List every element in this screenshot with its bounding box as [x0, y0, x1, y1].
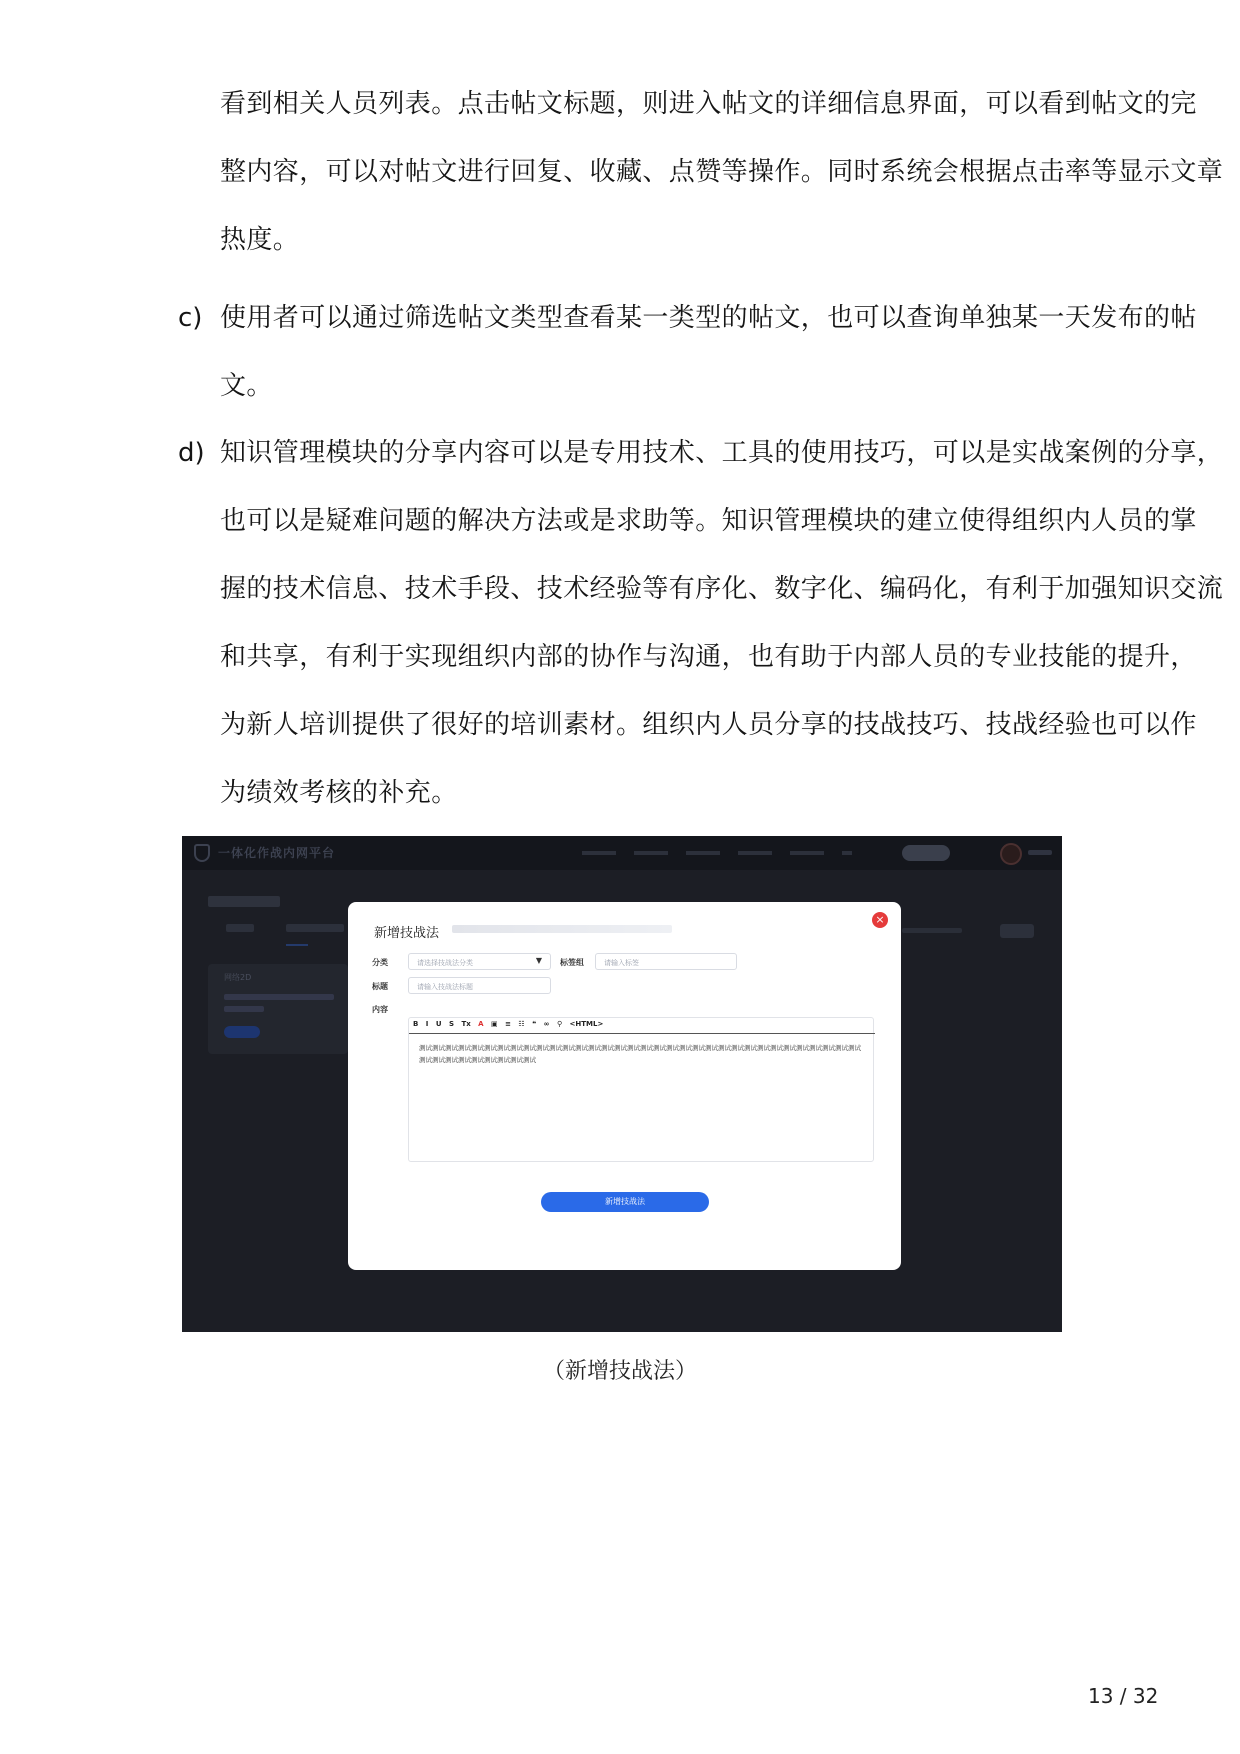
clear-format-icon[interactable]: Tx: [461, 1020, 471, 1028]
background-heading: [208, 896, 280, 907]
category-placeholder: 请选择技战法分类: [417, 959, 473, 967]
text-line: 整内容，可以对帖文进行回复、收藏、点赞等操作。同时系统会根据点击率等显示文章: [220, 157, 1224, 187]
app-nav-menu[interactable]: [582, 851, 852, 855]
app-title: 一体化作战内网平台: [218, 846, 336, 860]
html-source-icon[interactable]: <HTML>: [569, 1020, 604, 1028]
align-icon[interactable]: ≡: [505, 1020, 511, 1028]
text-line: 热度。: [220, 225, 300, 255]
text-line: 为新人培训提供了很好的培训素材。组织内人员分享的技战技巧、技战经验也可以作: [220, 710, 1197, 740]
text-line: 知识管理模块的分享内容可以是专用技术、工具的使用技巧，可以是实战案例的分享，: [220, 438, 1224, 468]
image-icon[interactable]: ▣: [491, 1020, 498, 1028]
close-icon[interactable]: ×: [872, 912, 888, 928]
title-label: 标题: [372, 982, 388, 991]
text-line: 为绩效考核的补充。: [220, 778, 458, 808]
bold-icon[interactable]: B: [413, 1020, 419, 1028]
user-name[interactable]: [1028, 850, 1052, 855]
screenshot-figure: [182, 836, 1062, 1332]
quote-icon[interactable]: ❝: [532, 1020, 537, 1028]
background-filter: [902, 928, 962, 933]
modal-hint: [452, 925, 672, 933]
editor-content[interactable]: 测试测试测试测试测试测试测试测试测试测试测试测试测试测试测试测试测试测试测试测试测试测试测试测试测试测试测试测试测试测试测试测试测试测试测试测试测试测试测试测试测试测试测试: [419, 1044, 861, 1064]
list-marker-d: d): [178, 438, 205, 468]
list-item-c: [220, 284, 1197, 420]
category-select[interactable]: [408, 953, 551, 970]
text-line: 使用者可以通过筛选帖文类型查看某一类型的帖文，也可以查询单独某一天发布的帖: [220, 303, 1197, 333]
add-technique-modal: [348, 902, 901, 1270]
tags-label: 标签组: [560, 958, 584, 967]
text-line: 文。: [220, 371, 273, 401]
list-icon[interactable]: ☷: [518, 1020, 525, 1028]
text-line: 握的技术信息、技术手段、技术经验等有序化、数字化、编码化，有利于加强知识交流: [220, 574, 1224, 604]
shield-logo-icon: [194, 844, 210, 862]
underline-icon[interactable]: U: [435, 1020, 442, 1028]
background-tab[interactable]: [286, 924, 344, 932]
content-label: 内容: [372, 1005, 388, 1014]
list-marker-c: c): [178, 303, 203, 333]
card-text: [224, 994, 334, 1000]
page-number: 13 / 32: [1088, 1684, 1159, 1708]
font-color-icon[interactable]: A: [478, 1020, 484, 1028]
chevron-down-icon: ▼: [535, 956, 542, 965]
tags-placeholder: 请输入标签: [604, 959, 639, 967]
paragraph-b-continued: [220, 70, 1224, 274]
strikethrough-icon[interactable]: S: [448, 1020, 454, 1028]
card-text: [224, 1006, 264, 1012]
editor-toolbar: [409, 1018, 875, 1034]
text-line: 看到相关人员列表。点击帖文标题，则进入帖文的详细信息界面，可以看到帖文的完: [220, 89, 1197, 119]
background-card[interactable]: [208, 964, 348, 1054]
app-nav-button[interactable]: [902, 845, 950, 861]
avatar[interactable]: [1000, 843, 1022, 865]
figure-caption: （新增技战法）: [542, 1359, 697, 1384]
rich-text-editor[interactable]: [408, 1017, 874, 1162]
category-label: 分类: [372, 958, 388, 967]
modal-title: 新增技战法: [374, 926, 440, 941]
tags-input[interactable]: [595, 953, 737, 970]
background-tab[interactable]: [226, 924, 254, 932]
card-title: 网络2D: [224, 973, 252, 982]
text-line: 和共享，有利于实现组织内部的协作与沟通，也有助于内部人员的专业技能的提升，: [220, 642, 1197, 672]
lock-icon[interactable]: ⚲: [556, 1020, 563, 1028]
add-technique-button[interactable]: 新增技战法: [541, 1192, 709, 1212]
title-placeholder: 请输入技战法标题: [417, 983, 473, 991]
app-topbar: [182, 836, 1062, 870]
title-input[interactable]: [408, 977, 551, 994]
text-line: 也可以是疑难问题的解决方法或是求助等。知识管理模块的建立使得组织内人员的掌: [220, 506, 1197, 536]
list-item-d: [220, 419, 1224, 827]
link-icon[interactable]: ∞: [543, 1020, 550, 1028]
background-button[interactable]: [1000, 924, 1034, 938]
card-button[interactable]: [224, 1026, 260, 1038]
background-tab-indicator: [286, 944, 308, 946]
italic-icon[interactable]: I: [425, 1020, 429, 1028]
